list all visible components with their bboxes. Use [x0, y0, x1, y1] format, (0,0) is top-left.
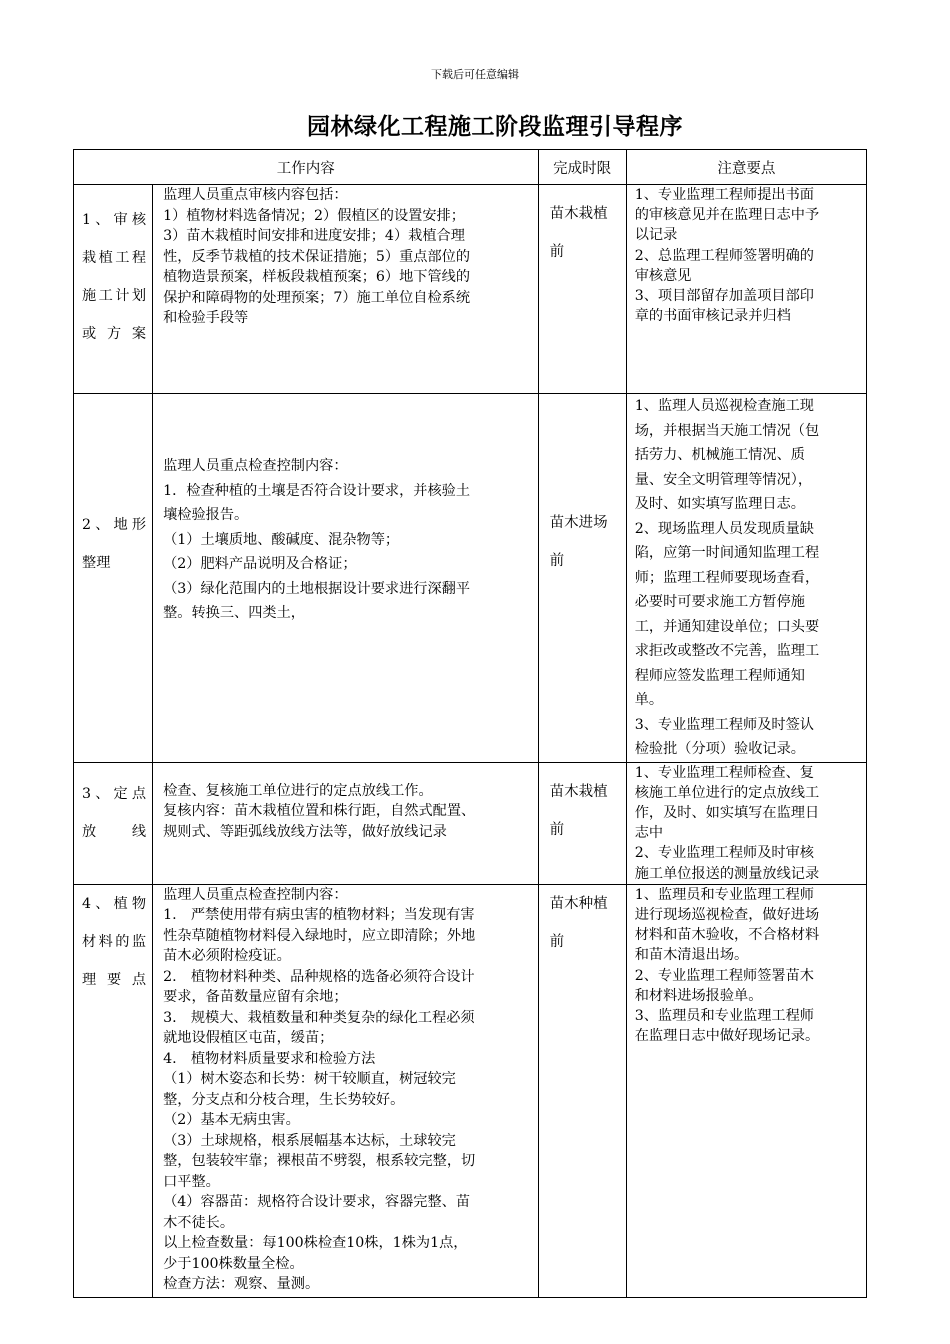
table-row	[74, 394, 867, 763]
row-limit: 苗木进场前	[549, 515, 608, 569]
note-line: 进行现场巡视检查，做好进场	[634, 906, 820, 923]
note-line: 2、总监理工程师签署明确的	[634, 247, 814, 264]
note-line: 程师应签发监理工程师通知	[634, 667, 805, 684]
content-line: 1．检查种植的土壤是否符合设计要求，并核验土	[163, 482, 471, 499]
row-item-cell	[74, 762, 153, 884]
procedure-table	[73, 149, 867, 1298]
header-notes: 注意要点	[626, 150, 866, 185]
content-line: 要求，备苗数量应留有余地；	[163, 989, 348, 1006]
note-line: 单。	[634, 692, 664, 708]
row-limit-cell	[538, 185, 626, 394]
content-line: 口平整。	[163, 1173, 220, 1190]
row-limit: 苗木栽植前	[549, 206, 608, 260]
table-header-row	[74, 150, 867, 185]
note-line: 师；监理工程师要现场查看，	[634, 569, 820, 586]
row-notes-cell	[626, 185, 866, 394]
row-limit: 苗木栽植前	[549, 783, 608, 838]
note-line: 在监理日志中做好现场记录。	[634, 1028, 820, 1045]
note-line: 必要时可要求施工方暂停施	[634, 594, 805, 610]
content-line: 苗木必须附检疫证。	[163, 948, 291, 965]
note-line: 3、监理员和专业监理工程师	[634, 1007, 814, 1024]
note-line: 场，并根据当天施工情况（包	[634, 422, 820, 439]
note-line: 材料和苗木验收，不合格材料	[634, 927, 820, 944]
note-line: 及时、如实填写监理日志。	[634, 496, 805, 512]
content-line: 植物造景预案，样板段栽植预案；6）地下管线的	[163, 269, 471, 285]
note-line: 1、监理人员巡视检查施工现	[634, 398, 814, 414]
row-limit: 苗木种植前	[549, 895, 608, 950]
note-line: 施工单位报送的测量放线记录	[634, 865, 820, 882]
content-line: 3）苗木栽植时间安排和进度安排；4）栽植合理	[163, 228, 465, 244]
note-line: 核施工单位进行的定点放线工	[634, 784, 820, 801]
table-row	[74, 762, 867, 884]
note-line: 陷，应第一时间通知监理工程	[634, 545, 820, 561]
note-line: 1、专业监理工程师检查、复	[634, 764, 814, 781]
note-line: 求拒改或整改不完善，监理工	[634, 643, 820, 659]
row-content-cell	[153, 884, 538, 1297]
note-line: 3、项目部留存加盖项目部印	[634, 288, 814, 305]
note-line: 以记录	[634, 227, 678, 244]
content-line: （1）树木姿态和长势：树干较顺直，树冠较完	[163, 1071, 456, 1088]
row-limit-cell	[538, 884, 626, 1297]
note-line: 括劳力、机械施工情况、质	[634, 447, 805, 463]
content-line: 木不徒长。	[163, 1214, 235, 1231]
row-notes-cell	[626, 394, 866, 763]
row-item: 1、审核栽植工程施工计划或方案	[82, 212, 147, 342]
row-content-cell	[153, 762, 538, 884]
content-line: 和检验手段等	[163, 310, 249, 326]
content-line: 4. 植物材料质量要求和检验方法	[163, 1050, 376, 1067]
note-line: 2、现场监理人员发现质量缺	[634, 520, 814, 537]
content-line: 1. 严禁使用带有病虫害的植物材料；当发现有害	[163, 907, 475, 924]
table-row	[74, 884, 867, 1297]
content-line: （1）土壤质地、酸碱度、混杂物等；	[163, 531, 400, 548]
content-line: 监理人员重点审核内容包括：	[163, 187, 348, 203]
content-line: 监理人员重点检查控制内容：	[163, 886, 348, 903]
note-line: 3、专业监理工程师及时签认	[634, 716, 814, 733]
content-line: （3）绿化范围内的土地根据设计要求进行深翻平	[163, 580, 471, 597]
note-line: 2、专业监理工程师签署苗木	[634, 967, 814, 984]
content-line: （4）容器苗：规格符合设计要求，容器完整、苗	[163, 1194, 471, 1211]
note-line: 的审核意见并在监理日志中予	[634, 207, 820, 224]
row-notes-cell	[626, 884, 866, 1297]
header-work-content: 工作内容	[74, 150, 539, 185]
content-line: 性杂草随植物材料侵入绿地时，应立即清除；外地	[163, 927, 476, 944]
content-line: 2. 植物材料种类、品种规格的选备必须符合设计	[163, 968, 475, 985]
note-line: 工，并通知建设单位；口头要	[634, 618, 820, 635]
note-line: 和苗木清退出场。	[634, 947, 749, 964]
header-note: 下载后可任意编辑	[431, 68, 519, 81]
content-line: 3. 规模大、栽植数量和种类复杂的绿化工程必须	[163, 1009, 475, 1026]
content-line: 监理人员重点检查控制内容：	[163, 458, 348, 474]
row-limit-cell	[538, 394, 626, 763]
content-line: 检查方法：观察、量测。	[163, 1276, 320, 1293]
content-line: 以上检查数量：每100株检查10株，1株为1点，	[163, 1235, 468, 1252]
note-line: 和材料进场报验单。	[634, 987, 763, 1004]
content-line: （2）基本无病虫害。	[163, 1112, 300, 1129]
note-line: 审核意见	[634, 267, 692, 284]
content-line: 规则式、等距弧线放线方法等，做好放线记录	[163, 823, 447, 840]
row-content-cell	[153, 185, 538, 394]
row-item-cell	[74, 185, 153, 394]
note-line: 1、监理员和专业监理工程师	[634, 886, 814, 903]
content-line: 壤检验报告。	[163, 507, 249, 523]
content-line: 保护和障碍物的处理预案；7）施工单位自检系统	[163, 289, 471, 306]
document-title: 园林绿化工程施工阶段监理引导程序	[307, 113, 683, 140]
content-line: 整，分支点和分枝合理，生长势较好。	[163, 1091, 405, 1108]
row-content-cell	[153, 394, 538, 763]
content-line: 复核内容：苗木栽植位置和株行距，自然式配置、	[163, 803, 476, 819]
row-item: 3、定点放线	[82, 785, 147, 840]
row-item-cell	[74, 394, 153, 763]
note-line: 量、安全文明管理等情况），	[634, 471, 813, 488]
row-limit-cell	[538, 762, 626, 884]
content-line: （2）肥料产品说明及合格证；	[163, 556, 357, 572]
table-row	[74, 185, 867, 394]
row-item: 2、地形整理	[82, 517, 147, 571]
note-line: 志中	[634, 825, 664, 842]
note-line: 章的书面审核记录并归档	[634, 308, 791, 325]
content-line: 整。转换三、四类土，	[163, 605, 305, 621]
content-line: 少于100株数量全检。	[163, 1255, 304, 1272]
content-line: （3）土球规格，根系展幅基本达标，土球较完	[163, 1132, 456, 1149]
row-notes-cell	[626, 762, 866, 884]
note-line: 2、专业监理工程师及时审核	[634, 845, 814, 862]
content-line: 性，反季节栽植的技术保证措施；5）重点部位的	[163, 248, 471, 265]
note-line: 1、专业监理工程师提出书面	[634, 187, 814, 203]
note-line: 作，及时、如实填写在监理日	[634, 804, 820, 821]
content-line: 检查、复核施工单位进行的定点放线工作。	[163, 782, 433, 799]
content-line: 就地设假植区屯苗，缓苗；	[163, 1030, 334, 1047]
content-line: 1）植物材料选备情况；2）假植区的设置安排；	[163, 207, 465, 224]
note-line: 检验批（分项）验收记录。	[634, 741, 805, 757]
header-deadline: 完成时限	[538, 150, 626, 185]
row-item-cell	[74, 884, 153, 1297]
row-item: 4、植物材料的监理要点	[82, 895, 147, 988]
content-line: 整，包装较牢靠；裸根苗不劈裂，根系较完整，切	[163, 1153, 476, 1170]
